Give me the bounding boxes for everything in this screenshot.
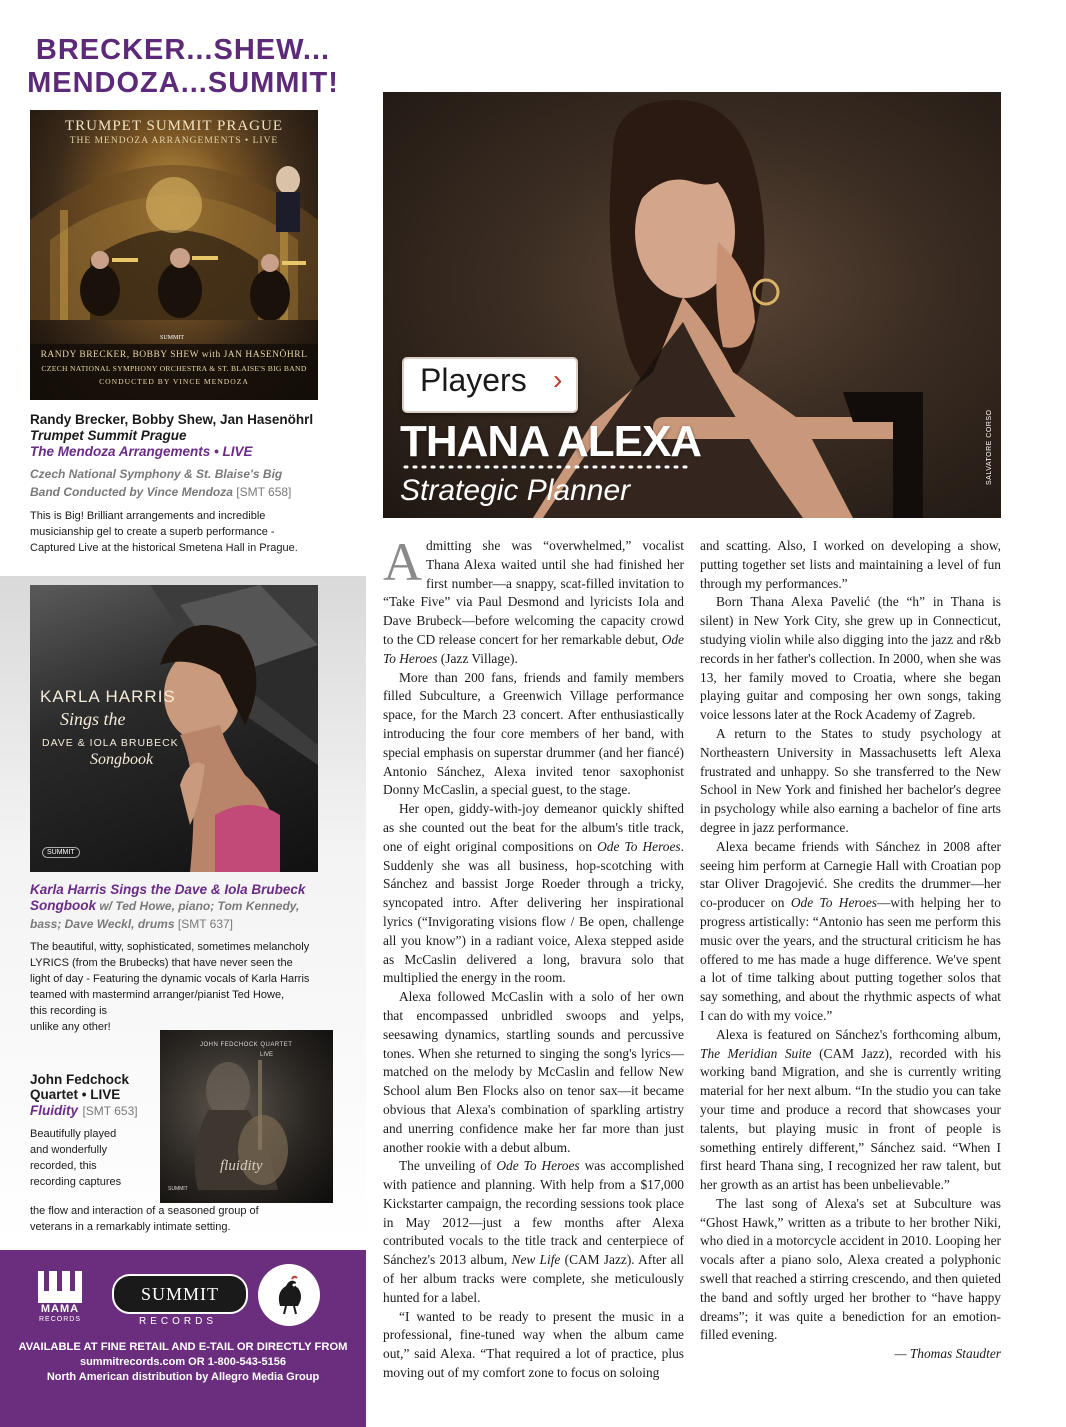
article-paragraph [700,1026,1001,1195]
album2-info [30,882,330,1035]
cover1-credit2: CZECH NATIONAL SYMPHONY ORCHESTRA & ST. BLAISE'S BIG BAND [41,364,307,373]
summit-records-ad [0,0,366,1427]
cover2-songbook: Songbook [90,751,154,768]
article-paragraph: Alexa followed McCaslin with a solo of her own that encompassed unbridled swoops and yelps, seesawing dynamics, startling sounds and percussive tones. When she returned to singing the song's lyrics—matched on the melody by McCaslin and fellow New School alum Ben Flocks also on tenor sax—it became obvious that Alexa's combination of sparkling artistry and unerring confidence make her far more than just another rookie with a debut album. [383,989,684,1155]
album3-artist-line1: John Fedchock [30,1072,130,1087]
cover2-dave-iola: DAVE & IOLA BRUBECK [42,737,179,749]
cover3-live: LIVE [260,1052,274,1058]
album2-catalog: [SMT 637] [177,917,233,931]
album1-blurb-line2: musicianship gel to create a superb performance - [30,526,275,538]
album-title-italic: New Life [511,1252,561,1268]
players-section-label: Players [420,362,527,398]
cover2-sings: Sings the [60,709,126,729]
distribution-text: North American distribution by Allegro Media Group [46,1371,320,1383]
cover1-subtitle: THE MENDOZA ARRANGEMENTS • LIVE [69,136,279,146]
album1-credits-line1: Czech National Symphony & St. Blaise's Big [30,467,283,481]
article-paragraph: The last song of Alexa's set at Subculture was “Ghost Hawk,” written as a tribute to her brother Niki, who died in a motorcycle accident in 2010. Looping her vocals after a piano solo, Alexa created a polyphonic swell that reached a stirring crescendo, and then quieted the band and softly urged her brother to “have happy dreams”; it was quite a benediction for an emotion-filled evening. [700,1195,1001,1343]
album3-artist-line2: Quartet • LIVE [30,1087,121,1102]
article-paragraph: Born Thana Alexa Pavelić (the “h” in Thana is silent) in New York City, she grew up in Connecticut, studying violin while also digging into the jazz and r&b records in her father's collection. In 2000, when she was 13, her family moved to Croatia, where she began playing guitar and composing her own songs, taking voice lessons later at the Rock Academy of Zagreb. [700,594,1002,723]
trumpet-summit-album-cover [30,110,318,400]
album3-title: Fluidity [30,1103,78,1118]
article-text: Alexa became friends with Sánchez in 2008 after seeing him perform at Carnegie Hall with Croatian pop star Oliver Dragojević. She credits the drummer—her co-producer on [700,838,1001,911]
album1-blurb-line1: This is Big! Brilliant arrangements and incredible [30,510,266,522]
fluidity-album-cover [160,1030,333,1203]
summit-records-logo: SUMMIT [112,1274,248,1314]
album2-blurb-line4: teamed with mastermind arranger/pianist Ted Howe, [30,989,285,1001]
article-text: Her open, giddy-with-joy demeanor quickly shifted as she counted out the beat for the album's title track, one of eight original compositions on [383,801,684,854]
karla-harris-album-cover [30,585,318,872]
album2-title-line1: Karla Harris Sings the Dave & Iola Brubeck [30,882,306,897]
album1-credits-line2-text: Band Conducted by Vince Mendoza [30,485,233,499]
album3-blurb-line4: recording captures [30,1176,122,1188]
cover1-title: TRUMPET SUMMIT PRAGUE [65,118,283,134]
article-text: (Jazz Village). [437,650,518,666]
album2-credits-line2 [30,915,330,933]
article-paragraph [700,838,1001,1026]
album3-title-line [30,1102,160,1120]
album3-blurb-short [30,1126,160,1190]
album1-credits [30,465,330,501]
article-column-1 [383,532,684,1383]
album1-artists: Randy Brecker, Bobby Shew, Jan Hasenöhrl [30,412,314,427]
article-paragraph [383,800,684,988]
album2-blurb-line5: this recording is [30,1005,108,1017]
album2-blurb-line3: light of day - Featuring the dynamic vocals of Karla Harris [30,973,310,985]
article-paragraph [383,532,684,669]
cover1-credit3: CONDUCTED BY VINCE MENDOZA [99,377,249,386]
album3-blurb-line6: veterans in a remarkably intimate setting. [30,1221,231,1233]
dropcap: A [383,532,422,592]
cover2-name: KARLA HARRIS [40,687,176,706]
album3-blurb-line3: recorded, this [30,1160,97,1172]
album-title-italic: Ode To Heroes [383,631,684,666]
article-paragraph: More than 200 fans, friends and family members filled Subculture, a Greenwich Village performance space, for the March 23 concert. After enthusiastically introducing the four core members of her band, with special emphasis on superstar drummer (and her fiancé) Antonio Sánchez, Alexa invited tenor saxophonist Donny McCaslin, a special guest, to the stage. [383,669,684,798]
summit-records-sub: RECORDS [138,1316,217,1327]
cover1-credit1: RANDY BRECKER, BOBBY SHEW with JAN HASENÖHRL [40,350,308,360]
article-headline-role: Strategic Planner [400,474,631,507]
album-title-italic: The Meridian Suite [700,1045,812,1061]
album1-blurb-line3: Captured Live at the historical Smetena Hall in Prague. [30,542,298,554]
album1-catalog: [SMT 658] [236,485,292,499]
cover3-title: fluidity [220,1158,263,1174]
album3-blurb-line5: the flow and interaction of a seasoned group of [30,1205,259,1217]
album3-blurb-line1: Beautifully played [30,1128,117,1140]
article-headline-name: THANA ALEXA [400,417,702,466]
availability-text: AVAILABLE AT FINE RETAIL AND E-TAIL OR DIRECTLY FROM [18,1341,348,1353]
album1-credits-line2 [30,483,330,501]
article-text: Alexa is featured on Sánchez's forthcoming album, [716,1026,1001,1042]
ad-headline [0,34,366,100]
article-text: —with helping her to progress artistically: “Antonio has seen me perform this music over the years, and the structural criticism he has offered to me has made a huge difference. We've spent a lot of time talking about putting together solos that say something, and about the rhythmic aspects of what I can do with my voice.” [700,895,1001,1023]
article-text: (CAM Jazz), recorded with his working band Migration, and she is currently writing material for her next album. “In the studio you can take your time and produce a record that showcases your talents, but playing music in front of people is something entirely different,” Sánchez said. “When I first heard Thana sing, I recognized her raw talent, but her growth as an artist has been unbelievable.” [700,1045,1001,1193]
cover1-summit-logo: SUMMIT [160,335,185,341]
article-text: (CAM Jazz). After all of her album tracks were complete, she meticulously hunted for a label. [383,1252,684,1305]
contact-text: summitrecords.com OR 1-800-543-5156 [79,1356,287,1368]
album2-credits-line1: w/ Ted Howe, piano; Tom Kennedy, [96,899,300,913]
article-byline: — Thomas Staudter [894,1346,1001,1362]
article-paragraph: and scatting. Also, I worked on developing a show, putting together set lists and maintaining a level of fun through my performances.” [700,538,1001,591]
album1-info [30,412,330,556]
concert-hall-illustration [30,150,318,320]
album-title-italic: Ode To Heroes [496,1158,580,1174]
ad-headline-line2: MENDOZA...SUMMIT! [27,67,339,99]
album1-subtitle: The Mendoza Arrangements • LIVE [30,444,253,459]
album2-title-songbook: Songbook [30,898,96,913]
album2-credits-line2-text: bass; Dave Weckl, drums [30,917,175,931]
article-paragraph [383,1157,684,1307]
cover3-artist: JOHN FEDCHOCK QUARTET [200,1042,293,1048]
album2-blurb-line6: unlike any other! [30,1021,111,1033]
album1-title: Trumpet Summit Prague [30,428,187,443]
album3-info [30,1072,160,1190]
article-text: The unveiling of [399,1158,497,1174]
photo-credit: SALVATORE CORSO [986,409,993,485]
cover3-summit-logo: SUMMIT [168,1186,188,1192]
article-paragraph: “I wanted to be ready to present the music in a professional, fine-tuned way when the album came out,” said Alexa. “That required a lot of practice, plus moving out of my comfort zone to focus on soloing [383,1308,684,1381]
article-paragraph: A return to the States to study psychology at Northeastern University in Massachusetts left Alexa frustrated and unhappy. So she transferred to the New School in New York and finished her bachelor's degree in psychology while also earning a bachelor of fine arts degree in jazz performance. [700,725,1001,835]
album3-blurb-long [30,1203,330,1235]
ad-headline-line1: BRECKER...SHEW... [35,34,331,66]
album-title-italic: Ode To Heroes [597,838,681,854]
album2-title-line2 [30,897,330,915]
cover2-summit-logo: SUMMIT [42,847,80,858]
dotted-divider [403,464,693,470]
chevron-right-icon: › [553,364,563,395]
chicken-coup-records-logo-icon [256,1262,322,1328]
mama-records-label: MAMA [40,1303,80,1315]
article-text: . Suddenly she was all business, hop-scotching with Sánchez and bassist Jorge Roeder through a tricky, syncopated intro. After delivering her inspirational lyrics (“Invigorating visions flow / Be open, challenge all you know”) in a radiant voice, Alexa stepped aside as McCaslin delivered a long, bravura solo that multiplied the energy in the room. [383,838,684,986]
article-column-2 [700,537,1001,1364]
album3-catalog: [SMT 653] [82,1104,138,1118]
album3-blurb-line2: and wonderfully [30,1144,108,1156]
album2-blurb [30,939,330,1035]
album2-blurb-line1: The beautiful, witty, sophisticated, sometimes melancholy [30,941,310,953]
article-text: dmitting she was “overwhelmed,” vocalist Thana Alexa waited until she had finished her first number—a snappy, scat-filled invitation to “Take Five” via Paul Desmond and lyricists Iola and Dave Brubeck—before welcoming the capacity crowd to the CD release concert for her remarkable debut, [383,538,684,647]
album2-blurb-line2: LYRICS (from the Brubecks) that have never seen the [30,957,293,969]
article-text: was accomplished with patience and planning. With help from a $17,000 Kickstarter campaign, the recording sessions took place in May 2012—just a few months after Alexa contributed vocals to the title track and centerpiece of Sánchez's 2013 album, [383,1158,684,1268]
mama-records-sub: RECORDS [38,1316,81,1323]
album-title-italic: Ode To Heroes [790,895,877,911]
album1-blurb [30,508,330,556]
